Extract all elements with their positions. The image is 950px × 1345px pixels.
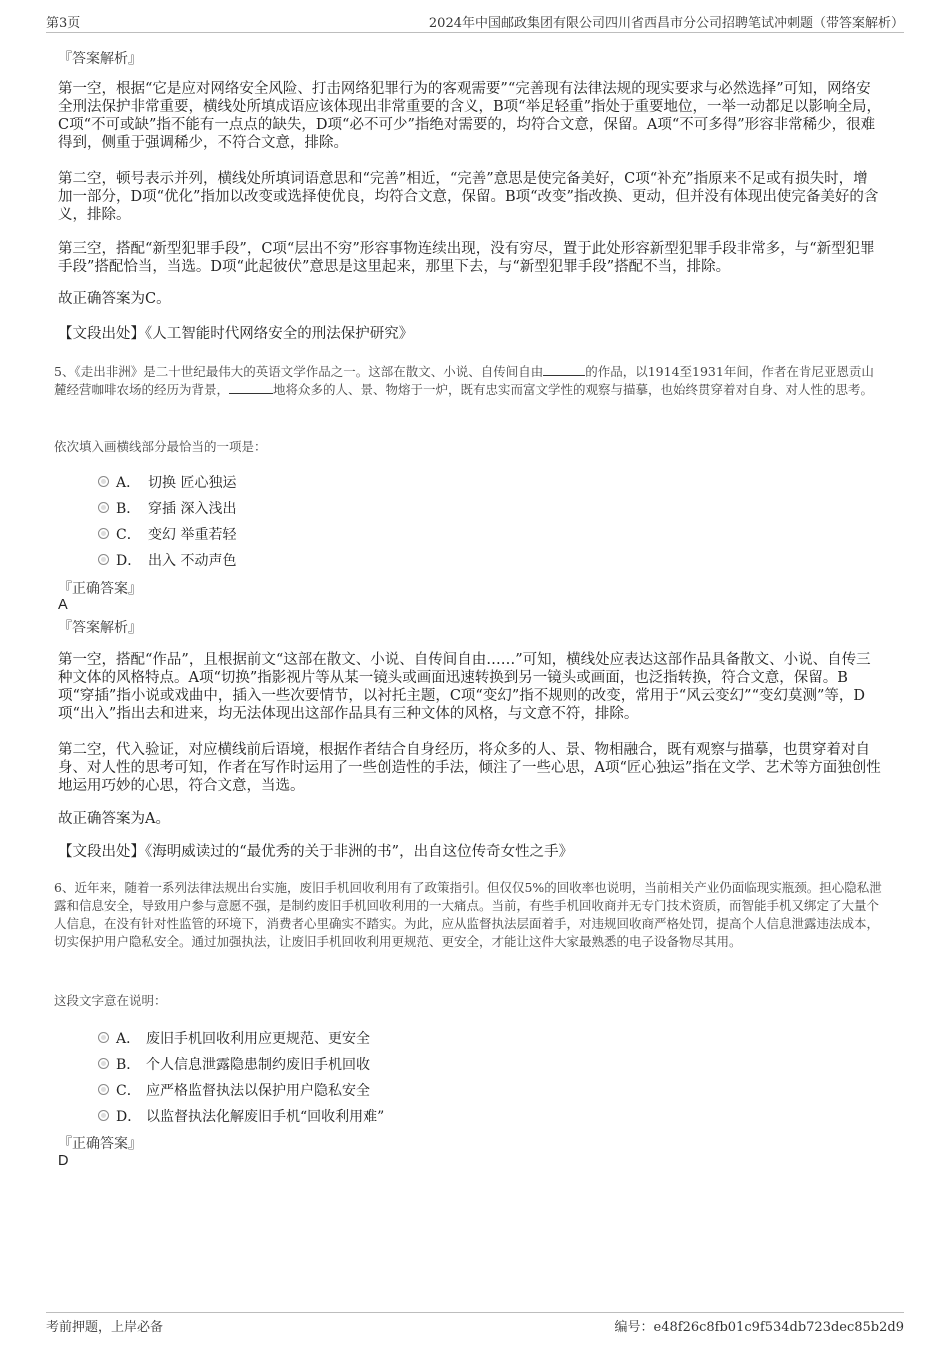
q4-analysis-paragraph-2: 第二空，顿号表示并列，横线处所填词语意思和“完善”相近，“完善”意思是使完备美好，C项“补充”指原来不足或有损失时，增加一部分，D项“优化”指加以改变或选择使优良，均符合文意，保留。B项“改变”指改换、更动，但并没有体现出使完备美好的含义，排除。 bbox=[58, 171, 879, 223]
radio-icon[interactable] bbox=[98, 1032, 109, 1043]
option-letter: C． bbox=[116, 527, 141, 543]
q5-answer: A bbox=[58, 597, 68, 613]
radio-icon[interactable] bbox=[98, 502, 109, 513]
q4-analysis-paragraph-3: 第三空，搭配“新型犯罪手段”，C项“层出不穷”形容事物连续出现，没有穷尽，置于此处形容新型犯罪手段非常多，与“新型犯罪手段”搭配恰当，当选。D项“此起彼伏”意思是这里起来，那里下去，与“新型犯罪手段”搭配不当，排除。 bbox=[58, 241, 875, 275]
q6-answer: D bbox=[58, 1153, 69, 1169]
q5-stem-part-3: 地将众多的人、景、物熔于一炉，既有忠实而富文学性的观察与描摹，也始终贯穿着对自身、对人性的思考。 bbox=[273, 382, 874, 397]
option-text: 废旧手机回收利用应更规范、更安全 bbox=[146, 1031, 370, 1047]
page-number: 第3页 bbox=[46, 16, 81, 31]
radio-icon[interactable] bbox=[98, 1084, 109, 1095]
footer-slogan: 考前押题，上岸必备 bbox=[46, 1320, 164, 1335]
option-text: 穿插 深入浅出 bbox=[148, 501, 237, 517]
option-letter: C． bbox=[116, 1083, 141, 1099]
q5-answer-label: 『正确答案』 bbox=[58, 581, 142, 597]
option-letter: D． bbox=[116, 1109, 142, 1125]
document-id: 编号：e48f26c8fb01c9f534db723dec85b2d9 bbox=[614, 1320, 904, 1335]
q4-source: 【文段出处】《人工智能时代网络安全的刑法保护研究》 bbox=[58, 326, 414, 342]
radio-icon[interactable] bbox=[98, 528, 109, 539]
q5-analysis-label: 『答案解析』 bbox=[58, 620, 142, 636]
radio-icon[interactable] bbox=[98, 554, 109, 565]
page-header bbox=[46, 12, 904, 33]
q5-prompt: 依次填入画横线部分最恰当的一项是： bbox=[54, 439, 267, 454]
q5-analysis-paragraph-1: 第一空，搭配“作品”，且根据前文“这部在散文、小说、自传间自由……”可知，横线处应表达这部作品具备散文、小说、自传三种文体的风格特点。A项“切换”指影视片等从某一镜头或画面迅速转换到另一镜头或画面，也泛指转换，符合文意，保留。B项“穿插”指小说或戏曲中，插入一些次要情节，以衬托主题，C项“变幻”指不规则的改变，常用于“风云变幻”“变幻莫测”等，D项“出入”指出去和进来，均无法体现出这部作品具有三种文体的风格，与文意不符，排除。 bbox=[58, 652, 871, 722]
option-text: 个人信息泄露隐患制约废旧手机回收 bbox=[146, 1057, 370, 1073]
q5-stem-part-1: 5、《走出非洲》是二十世纪最伟大的英语文学作品之一。这部在散文、小说、自传间自由 bbox=[54, 364, 544, 379]
q4-analysis-paragraph-1: 第一空，根据“它是应对网络安全风险、打击网络犯罪行为的客观需要”“完善现有法律法规的现实要求与必然选择”可知，网络安全刑法保护非常重要，横线处所填成语应该体现出非常重要的含义，B项“举足轻重”指处于重要地位，一举一动都足以影响全局，C项“不可或缺”指不能有一点点的缺失，D项“必不可少”指绝对需要的，均符合文意，保留。A项“不可多得”形容非常稀少，很难得到，侧重于强调稀少，不符合文意，排除。 bbox=[58, 81, 881, 151]
q4-conclusion: 故正确答案为C。 bbox=[58, 291, 171, 307]
option-text: 出入 不动声色 bbox=[148, 553, 237, 569]
option-letter: D． bbox=[116, 553, 142, 569]
q5-blank-1 bbox=[543, 363, 585, 376]
radio-icon[interactable] bbox=[98, 1058, 109, 1069]
option-letter: B． bbox=[116, 1057, 141, 1073]
option-text: 以监督执法化解废旧手机“回收利用难” bbox=[146, 1109, 385, 1125]
q5-stem-part-2: 的作品，以1914至1931年间，作者在肯尼亚恩贡山麓经营咖啡农场的经历为背景， bbox=[54, 364, 874, 397]
q5-analysis-paragraph-2: 第二空，代入验证，对应横线前后语境，根据作者结合自身经历，将众多的人、景、物相融合，既有观察与描摹，也贯穿着对自身、对人性的思考可知，作者在写作时运用了一些创造性的手法，倾注了一些心思，A项“匠心独运”指在文学、艺术等方面独创性地运用巧妙的心思，符合文意，当选。 bbox=[58, 742, 881, 794]
q6-stem: 6、近年来，随着一系列法律法规出台实施，废旧手机回收利用有了政策指引。但仅仅5%的回收率也说明，当前相关产业仍面临现实瓶颈。担心隐私泄露和信息安全，导致用户参与意愿不强，是制约废旧手机回收利用的一大痛点。当前，有些手机回收商并无专门技术资质，而智能手机又绑定了大量个人信息，在没有针对性监管的环境下，消费者心里确实不踏实。为此，应从监督执法层面着手，对违规回收商严格处罚，提高个人信息泄露违法成本，切实保护用户隐私安全。通过加强执法，让废旧手机回收利用更规范、更安全，才能让这件大家最熟悉的电子设备物尽其用。 bbox=[54, 880, 882, 949]
q5-conclusion: 故正确答案为A。 bbox=[58, 811, 170, 827]
q5-source: 【文段出处】《海明威读过的“最优秀的关于非洲的书”，出自这位传奇女性之手》 bbox=[58, 844, 574, 860]
option-text: 变幻 举重若轻 bbox=[148, 527, 237, 543]
radio-icon[interactable] bbox=[98, 476, 109, 487]
q6-prompt: 这段文字意在说明： bbox=[54, 993, 167, 1008]
option-text: 应严格监督执法以保护用户隐私安全 bbox=[146, 1083, 370, 1099]
option-text: 切换 匠心独运 bbox=[148, 475, 237, 491]
document-title: 2024年中国邮政集团有限公司四川省西昌市分公司招聘笔试冲刺题（带答案解析） bbox=[428, 16, 904, 31]
radio-icon[interactable] bbox=[98, 1110, 109, 1121]
option-letter: B． bbox=[116, 501, 141, 517]
q5-stem bbox=[54, 363, 882, 399]
option-letter: A． bbox=[116, 1031, 141, 1047]
q5-blank-2 bbox=[229, 381, 273, 394]
page-footer bbox=[46, 1312, 904, 1335]
q4-analysis-label: 『答案解析』 bbox=[58, 51, 142, 67]
q6-answer-label: 『正确答案』 bbox=[58, 1136, 142, 1152]
option-letter: A． bbox=[116, 475, 141, 491]
